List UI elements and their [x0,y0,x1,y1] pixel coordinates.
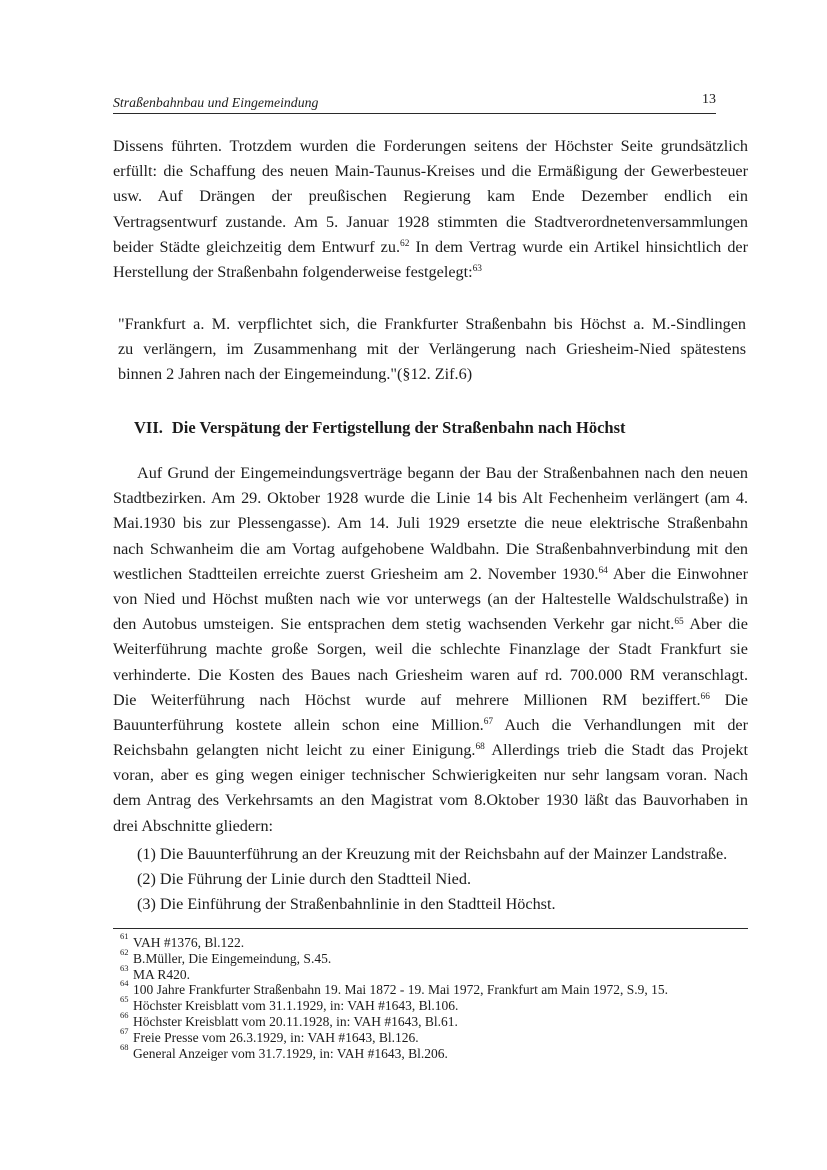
text-line [113,738,748,763]
text-line [113,260,748,285]
footnote-text: General Anzeiger vom 31.7.1929, in: VAH #1643, Bl.206. [133,1045,448,1061]
line-text-continued: Aber die [683,615,748,634]
text-line [113,688,748,713]
footnote [120,1025,740,1046]
footnote-number: 67 [120,1025,129,1036]
quote-line: zu verlängern, im Zusammenhang mit der Verlängerung nach Griesheim-Nied spätestens [118,340,746,359]
footnote-reference: 66 [700,692,710,703]
footnote-number: 64 [120,978,129,989]
line-text-continued: Allerdings trieb die Stadt das Projekt [484,741,748,760]
text-line: Mai.1930 bis zur Plessengasse). Am 14. Juli 1929 ersetzte die neue elektrische Straßenbahn [113,514,748,533]
list-item: (2) Die Führung der Linie durch den Stadtteil Nied. [137,870,472,889]
footnote-rule [113,928,748,929]
text-line [113,235,748,260]
footnote-reference: 65 [674,616,684,627]
footnote [120,946,740,967]
text-line: Weiterführung machte große Sorgen, weil die schlechte Finanzlage der Stadt Frankfurt sie [113,640,748,659]
list-item: (1) Die Bauunterführung an der Kreuzung mit der Reichsbahn auf der Mainzer Landstraße. [137,845,728,863]
line-text: Herstellung der Straßenbahn folgenderweise festgelegt: [113,262,473,281]
footnote-reference: 67 [483,717,494,728]
section-title: Die Verspätung der Fertigstellung der Straßenbahn nach Höchst [171,418,626,437]
text-line: dem Antrag des Verkehrsamts an den Magistrat vom 8.Oktober 1930 läßt das Bauvorhaben in [113,791,748,810]
line-text: den Autobus umsteigen. Sie entsprachen dem stetig wachsenden Verkehr gar nicht. [113,615,675,634]
text-line: nach Schwanheim die am Vortag aufgehobene Waldbahn. Die Straßenbahnverbindung mit den [113,539,748,558]
footnote-text: Freie Presse vom 26.3.1929, in: VAH #1643, Bl.126. [133,1029,419,1045]
paragraph-1 [113,134,748,285]
footnote-number: 63 [120,962,129,973]
footnote-text: Höchster Kreisblatt vom 20.11.1928, in: VAH #1643, Bl.61. [133,1013,458,1029]
footnote [120,931,740,951]
section-heading [134,415,626,440]
line-text: Bauunterführung kostete allein schon eine Million. [113,715,484,734]
footnote [120,994,740,1014]
footnote-number: 66 [120,1009,129,1020]
footnote-text: B.Müller, Die Eingemeindung, S.45. [133,950,332,966]
footnote-number: 61 [120,931,129,941]
line-text-continued: Die [709,690,748,709]
text-line: drei Abschnitte gliedern: [113,816,274,835]
footnote-number: 65 [120,994,129,1005]
text-line: Vertragsentwurf zustande. Am 5. Januar 1928 stimmten die Stadtverordnetenversammlungen [113,212,748,231]
text-line: voran, aber es ging wegen einiger technischer Schwierigkeiten nur sehr langsam voran. Nach [113,766,748,785]
footnote-text: MA R420. [133,966,191,982]
enumerated-list [137,842,748,918]
footnote [120,1041,740,1062]
line-text-continued: In dem Vertrag wurde ein Artikel hinsichtlich der [409,237,748,256]
line-text: westlichen Stadtteilen erreichte zuerst Griesheim am 2. November 1930. [113,564,599,583]
text-line: Dissens führten. Trotzdem wurden die Forderungen seitens der Höchster Seite grundsätzlich [113,137,748,155]
footnotes [120,931,740,1061]
footnote [120,978,740,998]
footnote-text: VAH #1376, Bl.122. [133,935,245,950]
footnote-number: 62 [120,946,129,957]
text-line: von Nied und Höchst mußten nach wie vor unterwegs (an der Haltestelle Waldschulstraße) in [113,589,748,608]
line-text-continued: Aber die Einwohner [607,564,748,583]
header-rule [113,113,716,114]
footnote-reference: 68 [475,742,485,753]
line-text: Die Weiterführung nach Höchst wurde auf mehrere Millionen RM beziffert. [113,690,701,709]
footnote-reference: 63 [472,264,482,275]
text-line [113,612,748,637]
line-text-continued: Auch die Verhandlungen mit der [493,715,748,734]
text-line: Stadtbezirken. Am 29. Oktober 1928 wurde die Linie 14 bis Alt Fechenheim verlängert (am 4. [113,489,748,508]
text-line: usw. Auf Drängen der preußischen Regierung kam Ende Dezember endlich ein [113,187,748,206]
quote-line: binnen 2 Jahren nach der Eingemeindung."(§12. Zif.6) [118,365,473,384]
text-line [113,713,748,738]
quote-line: "Frankfurt a. M. verpflichtet sich, die Frankfurter Straßenbahn bis Höchst a. M.-Sindlingen [118,315,746,333]
footnote-number: 68 [120,1041,129,1052]
footnote-reference: 64 [598,566,608,577]
section-number: VII. [134,418,163,437]
line-text: Reichsbahn gelangten nicht leicht zu einer Einigung. [113,741,476,760]
footnote-reference: 62 [400,239,410,250]
text-line [113,562,748,587]
text-line: Auf Grund der Eingemeindungsverträge begann der Bau der Straßenbahnen nach den neuen [137,464,748,482]
line-text: beider Städte gleichzeitig dem Entwurf zu. [113,237,400,256]
footnote [120,1009,740,1030]
block-quote [118,312,746,388]
paragraph-2 [113,461,748,839]
text-line: erfüllt: die Schaffung des neuen Main-Taunus-Kreises und die Ermäßigung der Gewerbesteuer [113,162,748,181]
text-line: verhinderte. Die Kosten des Baues nach Griesheim waren auf rd. 700.000 RM veranschlagt. [113,665,748,684]
footnote-text: 100 Jahre Frankfurter Straßenbahn 19. Mai 1872 - 19. Mai 1972, Frankfurt am Main 1972, S.9, 15. [133,982,669,998]
running-title: Straßenbahnbau und Eingemeindung [113,95,319,110]
footnote [120,962,740,983]
page-number: 13 [702,92,716,107]
footnote-text: Höchster Kreisblatt vom 31.1.1929, in: VAH #1643, Bl.106. [133,998,459,1014]
list-item: (3) Die Einführung der Straßenbahnlinie in den Stadtteil Höchst. [137,895,556,914]
